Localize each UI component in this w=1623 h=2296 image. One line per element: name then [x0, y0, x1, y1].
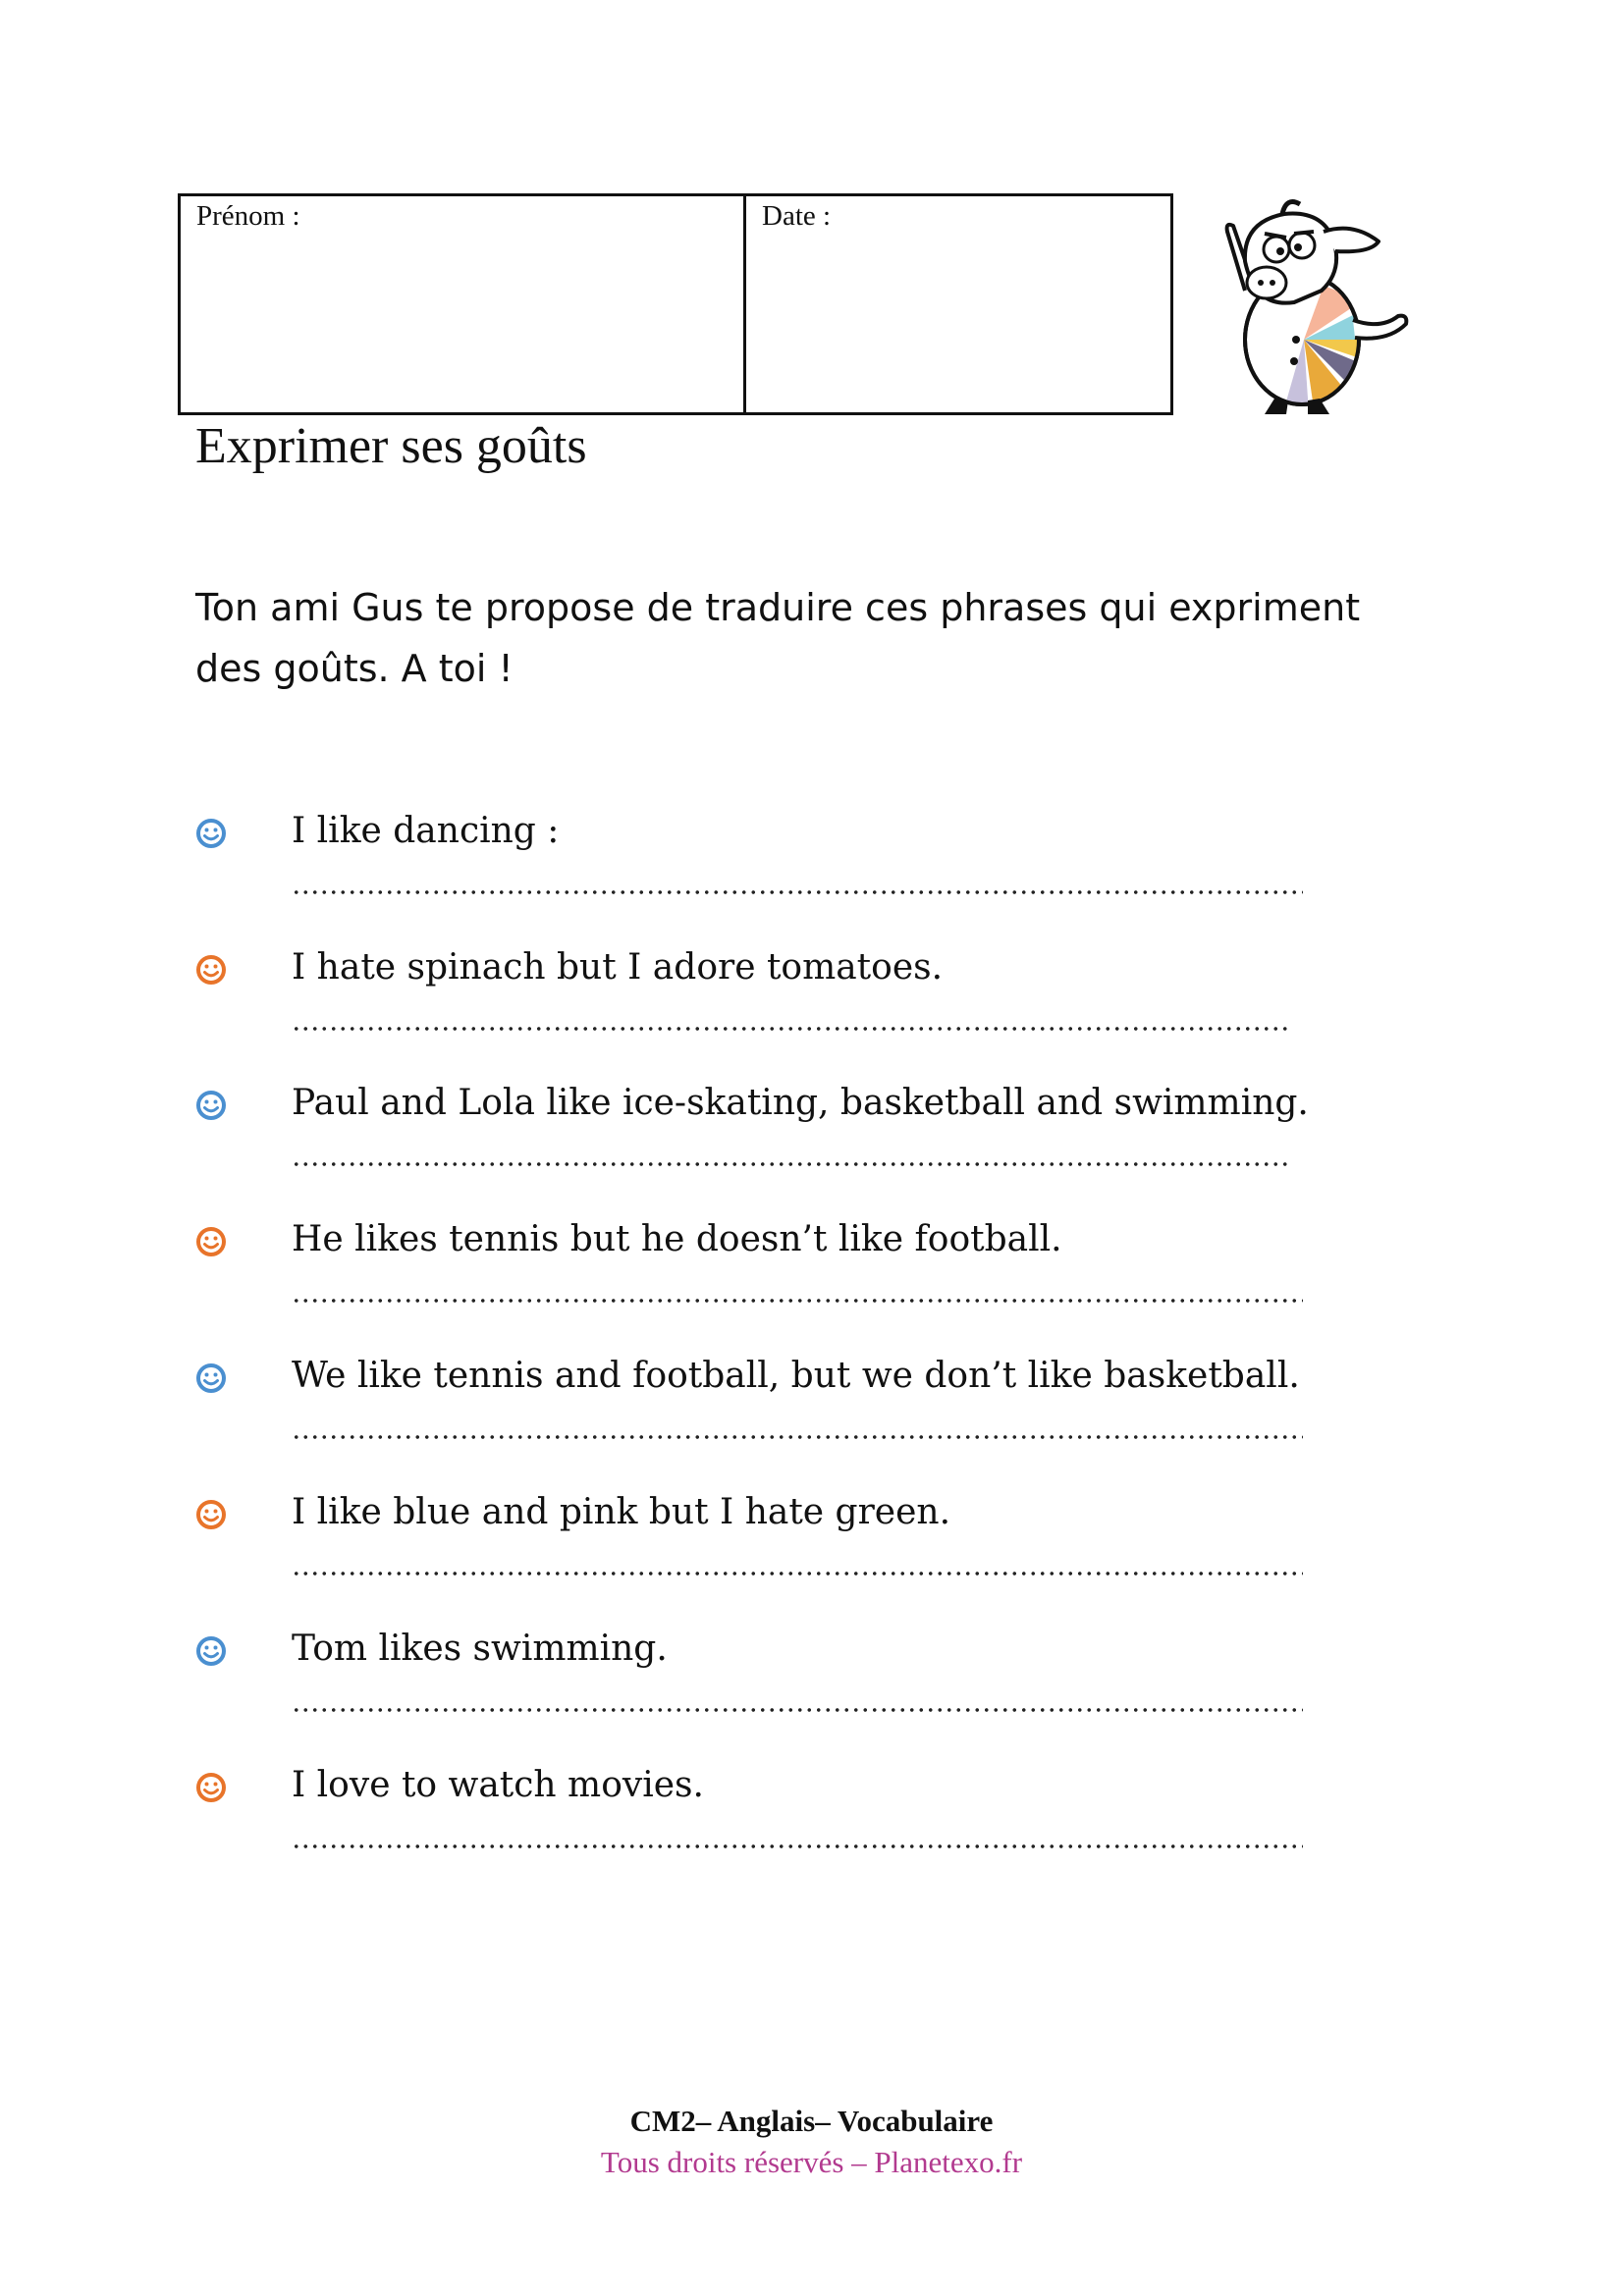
date-label: Date :: [762, 200, 832, 232]
name-field[interactable]: [181, 196, 746, 412]
answer-line[interactable]: [292, 1157, 1291, 1171]
smiley-blue-icon: [194, 1089, 228, 1122]
sentence: I like dancing :: [292, 811, 560, 851]
smiley-orange-icon: [194, 953, 228, 987]
gus-mascot-illustration: [1206, 192, 1414, 418]
smiley-orange-icon: [194, 1498, 228, 1531]
answer-line[interactable]: [292, 1840, 1303, 1853]
exercise-item-7: [0, 1629, 1623, 1764]
footer-copyright: Tous droits réservés – Planetexo.fr: [600, 2145, 1023, 2179]
sentence: I like blue and pink but I hate green.: [292, 1492, 951, 1532]
page-title: Exprimer ses goûts: [195, 418, 587, 474]
exercise-item-1: [0, 811, 1623, 946]
answer-line[interactable]: [292, 1430, 1303, 1444]
sentence: We like tennis and football, but we don’t like basketball.: [292, 1356, 1300, 1396]
answer-line[interactable]: [292, 1294, 1303, 1308]
name-date-table: [178, 193, 1173, 415]
exercise-item-8: [0, 1765, 1623, 1900]
answer-line[interactable]: [292, 1567, 1303, 1580]
date-field[interactable]: [746, 196, 1170, 412]
smiley-blue-icon: [194, 1634, 228, 1668]
exercise-item-2: [0, 947, 1623, 1083]
sentence: Tom likes swimming.: [292, 1629, 668, 1669]
sentence: I hate spinach but I adore tomatoes.: [292, 947, 944, 988]
footer-title: CM2– Anglais– Vocabulaire: [629, 2104, 994, 2138]
exercise-item-5: [0, 1356, 1623, 1491]
smiley-orange-icon: [194, 1771, 228, 1804]
exercise-item-6: [0, 1492, 1623, 1628]
sentence: Paul and Lola like ice-skating, basketball and swimming.: [292, 1083, 1309, 1123]
answer-line[interactable]: [292, 1703, 1303, 1717]
exercise-item-4: [0, 1219, 1623, 1355]
smiley-blue-icon: [194, 817, 228, 850]
instructions: Ton ami Gus te propose de traduire ces phrases qui expriment des goûts. A toi !: [195, 586, 1361, 690]
sentence: He likes tennis but he doesn’t like football.: [292, 1219, 1062, 1259]
smiley-orange-icon: [194, 1225, 228, 1258]
answer-line[interactable]: [292, 1022, 1291, 1036]
answer-line[interactable]: [292, 885, 1303, 899]
name-label: Prénom :: [196, 200, 300, 232]
sentence: I love to watch movies.: [292, 1765, 704, 1805]
exercise-item-3: [0, 1083, 1623, 1218]
smiley-blue-icon: [194, 1362, 228, 1395]
